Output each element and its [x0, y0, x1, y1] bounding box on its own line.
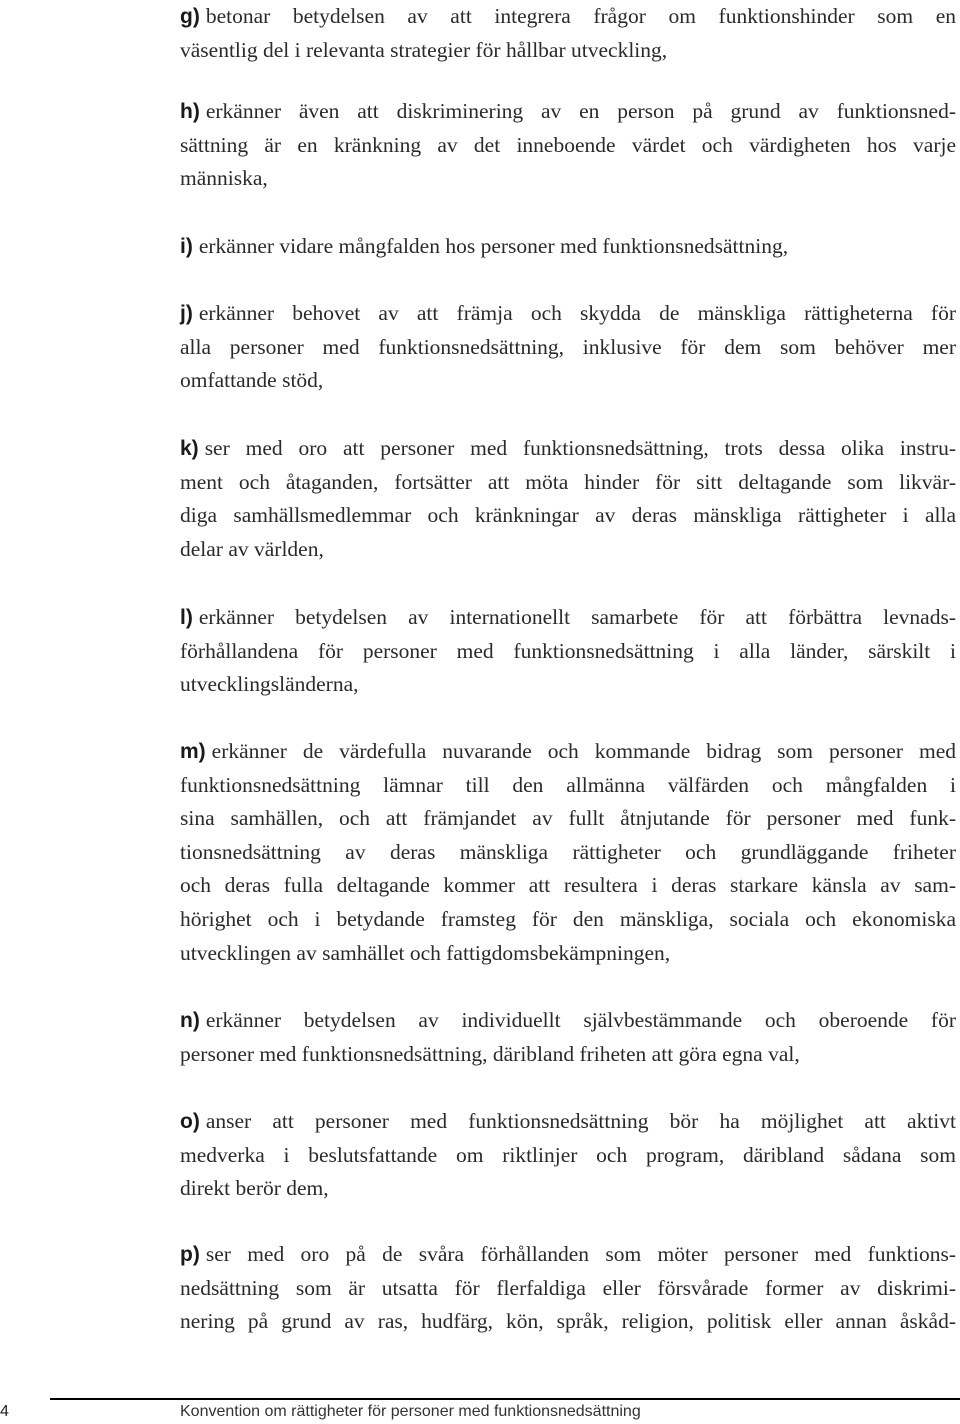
clause-line — [180, 499, 956, 533]
clause-text: diga samhällsmedlemmar och kränkningar av deras mänskliga rättigheter i alla — [180, 503, 956, 528]
clause-l — [180, 601, 956, 702]
clause-line — [180, 364, 956, 398]
clause-line — [180, 466, 956, 500]
clause-h — [180, 95, 956, 196]
clause-n — [180, 1004, 956, 1071]
clause-line — [180, 1172, 956, 1206]
clause-text: nering på grund av ras, hudfärg, kön, språk, religion, politisk eller annan åskåd- — [180, 1309, 956, 1334]
clause-letter: i) — [180, 235, 193, 258]
page-number: 4 — [0, 1403, 9, 1420]
clause-text: personer med funktionsnedsättning, däribland friheten att göra egna val, — [180, 1041, 800, 1066]
clause-line — [180, 1038, 956, 1072]
clause-g — [180, 0, 956, 67]
clause-line — [180, 0, 956, 34]
clause-text: erkänner betydelsen av individuellt självbestämmande och oberoende för — [205, 1008, 956, 1032]
clause-letter: o) — [180, 1110, 200, 1133]
clause-text: hörighet och i betydande framsteg för den mänskliga, sociala och ekonomiska — [180, 906, 956, 931]
clause-line — [180, 162, 956, 196]
clause-text: erkänner vidare mångfalden hos personer med funktionsnedsättning, — [198, 234, 789, 258]
clause-text: alla personer med funktionsnedsättning, inklusive för dem som behöver mer — [180, 334, 956, 359]
clause-text: nedsättning som är utsatta för flerfaldiga eller försvårade former av diskrimi- — [180, 1275, 956, 1300]
clause-line — [180, 297, 956, 331]
footer-title: Konvention om rättigheter för personer med funktionsnedsättning — [180, 1403, 641, 1420]
clause-i — [180, 230, 956, 264]
clause-line — [180, 533, 956, 567]
clause-letter: m) — [180, 740, 206, 763]
clause-line — [180, 769, 956, 803]
clause-text: omfattande stöd, — [180, 368, 324, 393]
clause-line — [180, 1004, 956, 1038]
clause-line — [180, 601, 956, 635]
clause-k — [180, 432, 956, 566]
clause-line — [180, 836, 956, 870]
clause-text: anser att personer med funktionsnedsättning bör ha möjlighet att aktivt — [205, 1109, 956, 1133]
clause-text: medverka i beslutsfattande om riktlinjer och program, däribland sådana som — [180, 1142, 956, 1167]
clause-text: utvecklingen av samhället och fattigdomsbekämpningen, — [180, 940, 671, 965]
clause-line — [180, 903, 956, 937]
clause-text: betonar betydelsen av att integrera frågor om funktionshinder som en — [205, 4, 956, 28]
clause-line — [180, 432, 956, 466]
clause-text: ment och åtaganden, fortsätter att möta hinder för sitt deltagande som likvär- — [180, 469, 956, 494]
clause-line — [180, 937, 956, 971]
clause-line — [180, 331, 956, 365]
clause-line — [180, 668, 956, 702]
clause-text: förhållandena för personer med funktionsnedsättning i alla länder, särskilt i — [180, 638, 956, 663]
clause-line — [180, 635, 956, 669]
clause-letter: n) — [180, 1009, 200, 1032]
clause-text: sina samhällen, och att främjandet av fullt åtnjutande för personer med funk- — [180, 806, 956, 831]
clause-text: ser med oro att personer med funktionsnedsättning, trots dessa olika instru- — [204, 436, 956, 460]
clause-text: erkänner behovet av att främja och skydda de mänskliga rättigheterna för — [198, 301, 956, 325]
clause-text: sättning är en kränkning av det inneboende värdet och värdigheten hos varje — [180, 132, 956, 157]
clause-line — [180, 1105, 956, 1139]
clause-line — [180, 129, 956, 163]
clause-m — [180, 735, 956, 970]
clause-p — [180, 1238, 956, 1339]
clause-text: utvecklingsländerna, — [180, 672, 359, 697]
clause-text: tionsnedsättning av deras mänskliga rättigheter och grundläggande friheter — [180, 839, 956, 864]
clause-text: väsentlig del i relevanta strategier för hållbar utveckling, — [180, 37, 668, 62]
clause-letter: k) — [180, 437, 199, 460]
clause-text: människa, — [180, 166, 268, 191]
clause-j — [180, 297, 956, 398]
clause-line — [180, 869, 956, 903]
clause-line — [180, 230, 956, 264]
clause-text: erkänner de värdefulla nuvarande och kommande bidrag som personer med — [211, 739, 956, 763]
footer-rule — [50, 1398, 960, 1400]
clause-text: och deras fulla deltagande kommer att resultera i deras starkare känsla av sam- — [180, 873, 956, 898]
clause-line — [180, 95, 956, 129]
clause-letter: g) — [180, 5, 200, 28]
clause-letter: h) — [180, 100, 200, 123]
clause-line — [180, 34, 956, 68]
clause-line — [180, 1272, 956, 1306]
clause-line — [180, 735, 956, 769]
clause-letter: p) — [180, 1243, 200, 1266]
clause-letter: j) — [180, 302, 193, 325]
clause-o — [180, 1105, 956, 1206]
clause-text: delar av världen, — [180, 536, 324, 561]
clause-text: erkänner även att diskriminering av en person på grund av funktionsned- — [205, 99, 956, 123]
clause-text: erkänner betydelsen av internationellt samarbete för att förbättra levnads- — [198, 605, 956, 629]
clause-text: ser med oro på de svåra förhållanden som möter personer med funktions- — [205, 1242, 956, 1266]
clause-line — [180, 1139, 956, 1173]
clause-text: direkt berör dem, — [180, 1176, 329, 1201]
clause-letter: l) — [180, 606, 193, 629]
clause-line — [180, 802, 956, 836]
clause-line — [180, 1238, 956, 1272]
clause-line — [180, 1305, 956, 1339]
clause-text: funktionsnedsättning lämnar till den allmänna välfärden och mångfalden i — [180, 772, 956, 797]
